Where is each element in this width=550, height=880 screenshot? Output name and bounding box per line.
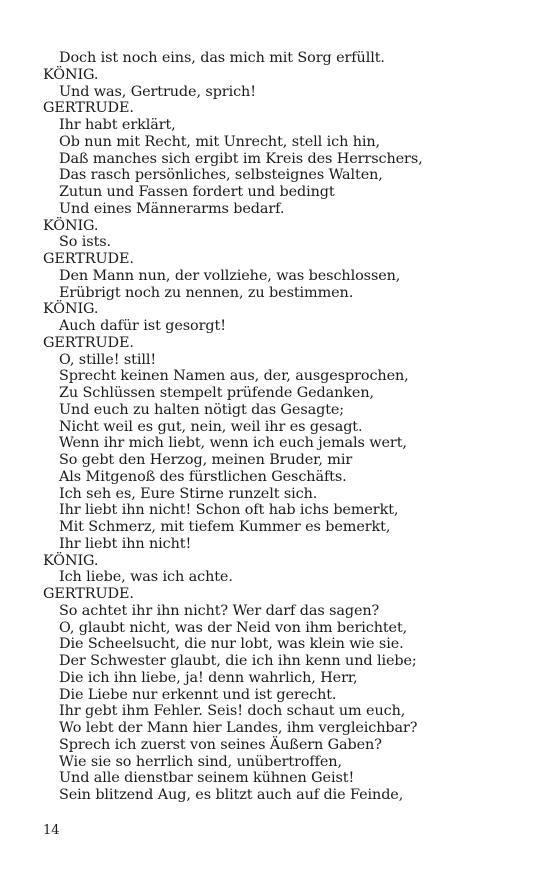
play-text [43,50,513,804]
verse-line: Ihr gebt ihm Fehler. Seis! doch schaut um euch, [59,703,406,720]
verse-line: Nicht weil es gut, nein, weil ihr es gesagt. [59,418,363,435]
verse-line: Der Schwester glaubt, die ich ihn kenn und liebe; [59,653,417,669]
verse-line: So gebt den Herzog, meinen Bruder, mir [59,452,353,468]
verse-line: Und alle dienstbar seinem kühnen Geist! [59,770,355,787]
verse-line: Erübrigt noch zu nennen, zu bestimmen. [59,284,354,301]
speaker-name: GERTRUDE. [43,100,134,117]
verse-line: Ihr liebt ihn nicht! Schon oft hab ichs bemerkt, [59,502,399,519]
verse-line: Die Scheelsucht, die nur lobt, was klein wie sie. [59,636,404,653]
verse-line: Die Liebe nur erkennt und ist gerecht. [59,686,337,703]
verse-line: Zu Schlüssen stempelt prüfende Gedanken, [59,385,374,401]
verse-line: Den Mann nun, der vollziehe, was beschlossen, [59,267,401,284]
speaker-name: KÖNIG. [43,552,99,569]
verse-line: Ihr liebt ihn nicht! [59,535,192,552]
speaker-name: KÖNIG. [43,301,99,318]
verse-line: Sprech ich zuerst von seines Äußern Gaben? [59,736,382,753]
verse-line: Mit Schmerz, mit tiefem Kummer es bemerkt, [59,519,391,535]
verse-line: Ich seh es, Eure Stirne runzelt sich. [59,485,318,502]
verse-line: Wenn ihr mich liebt, wenn ich euch jemals wert, [59,435,407,452]
verse-line: Wie sie so herrlich sind, unübertroffen, [59,753,342,770]
verse-line: So ists. [59,234,112,251]
verse-line: Doch ist noch eins, das mich mit Sorg erfüllt. [59,50,385,66]
verse-line: Und euch zu halten nötigt das Gesagte; [59,401,345,418]
speaker-name: KÖNIG. [43,66,99,83]
page-number: 14 [43,823,60,838]
verse-line: Das rasch persönliches, selbsteignes Walten, [59,167,383,184]
verse-line: O, stille! still! [59,351,157,368]
speaker-name: GERTRUDE. [43,334,134,351]
verse-line: O, glaubt nicht, was der Neid von ihm berichtet, [59,619,408,636]
verse-line: Die ich ihn liebe, ja! denn wahrlich, Herr, [59,669,358,686]
verse-line: Und eines Männerarms bedarf. [59,200,285,217]
verse-line: Auch dafür ist gesorgt! [59,318,226,334]
verse-line: Ich liebe, was ich achte. [59,569,233,586]
verse-line: Wo lebt der Mann hier Landes, ihm vergleichbar? [59,720,418,736]
verse-line: Sein blitzend Aug, es blitzt auch auf die Feinde, [59,787,404,803]
verse-line: Ihr habt erklärt, [59,117,176,133]
verse-line: Und was, Gertrude, sprich! [59,83,256,100]
verse-line: Sprecht keinen Namen aus, der, ausgesprochen, [59,368,409,385]
verse-line: Daß manches sich ergibt im Kreis des Herrschers, [59,150,423,167]
speaker-name: GERTRUDE. [43,586,134,602]
speaker-name: KÖNIG. [43,217,99,234]
verse-line: Ob nun mit Recht, mit Unrecht, stell ich hin, [59,133,381,150]
speaker-name: GERTRUDE. [43,251,134,267]
verse-line: Als Mitgenoß des fürstlichen Geschäfts. [59,468,347,485]
verse-line: So achtet ihr ihn nicht? Wer darf das sagen? [59,602,380,619]
verse-line: Zutun und Fassen fordert und bedingt [59,184,335,200]
